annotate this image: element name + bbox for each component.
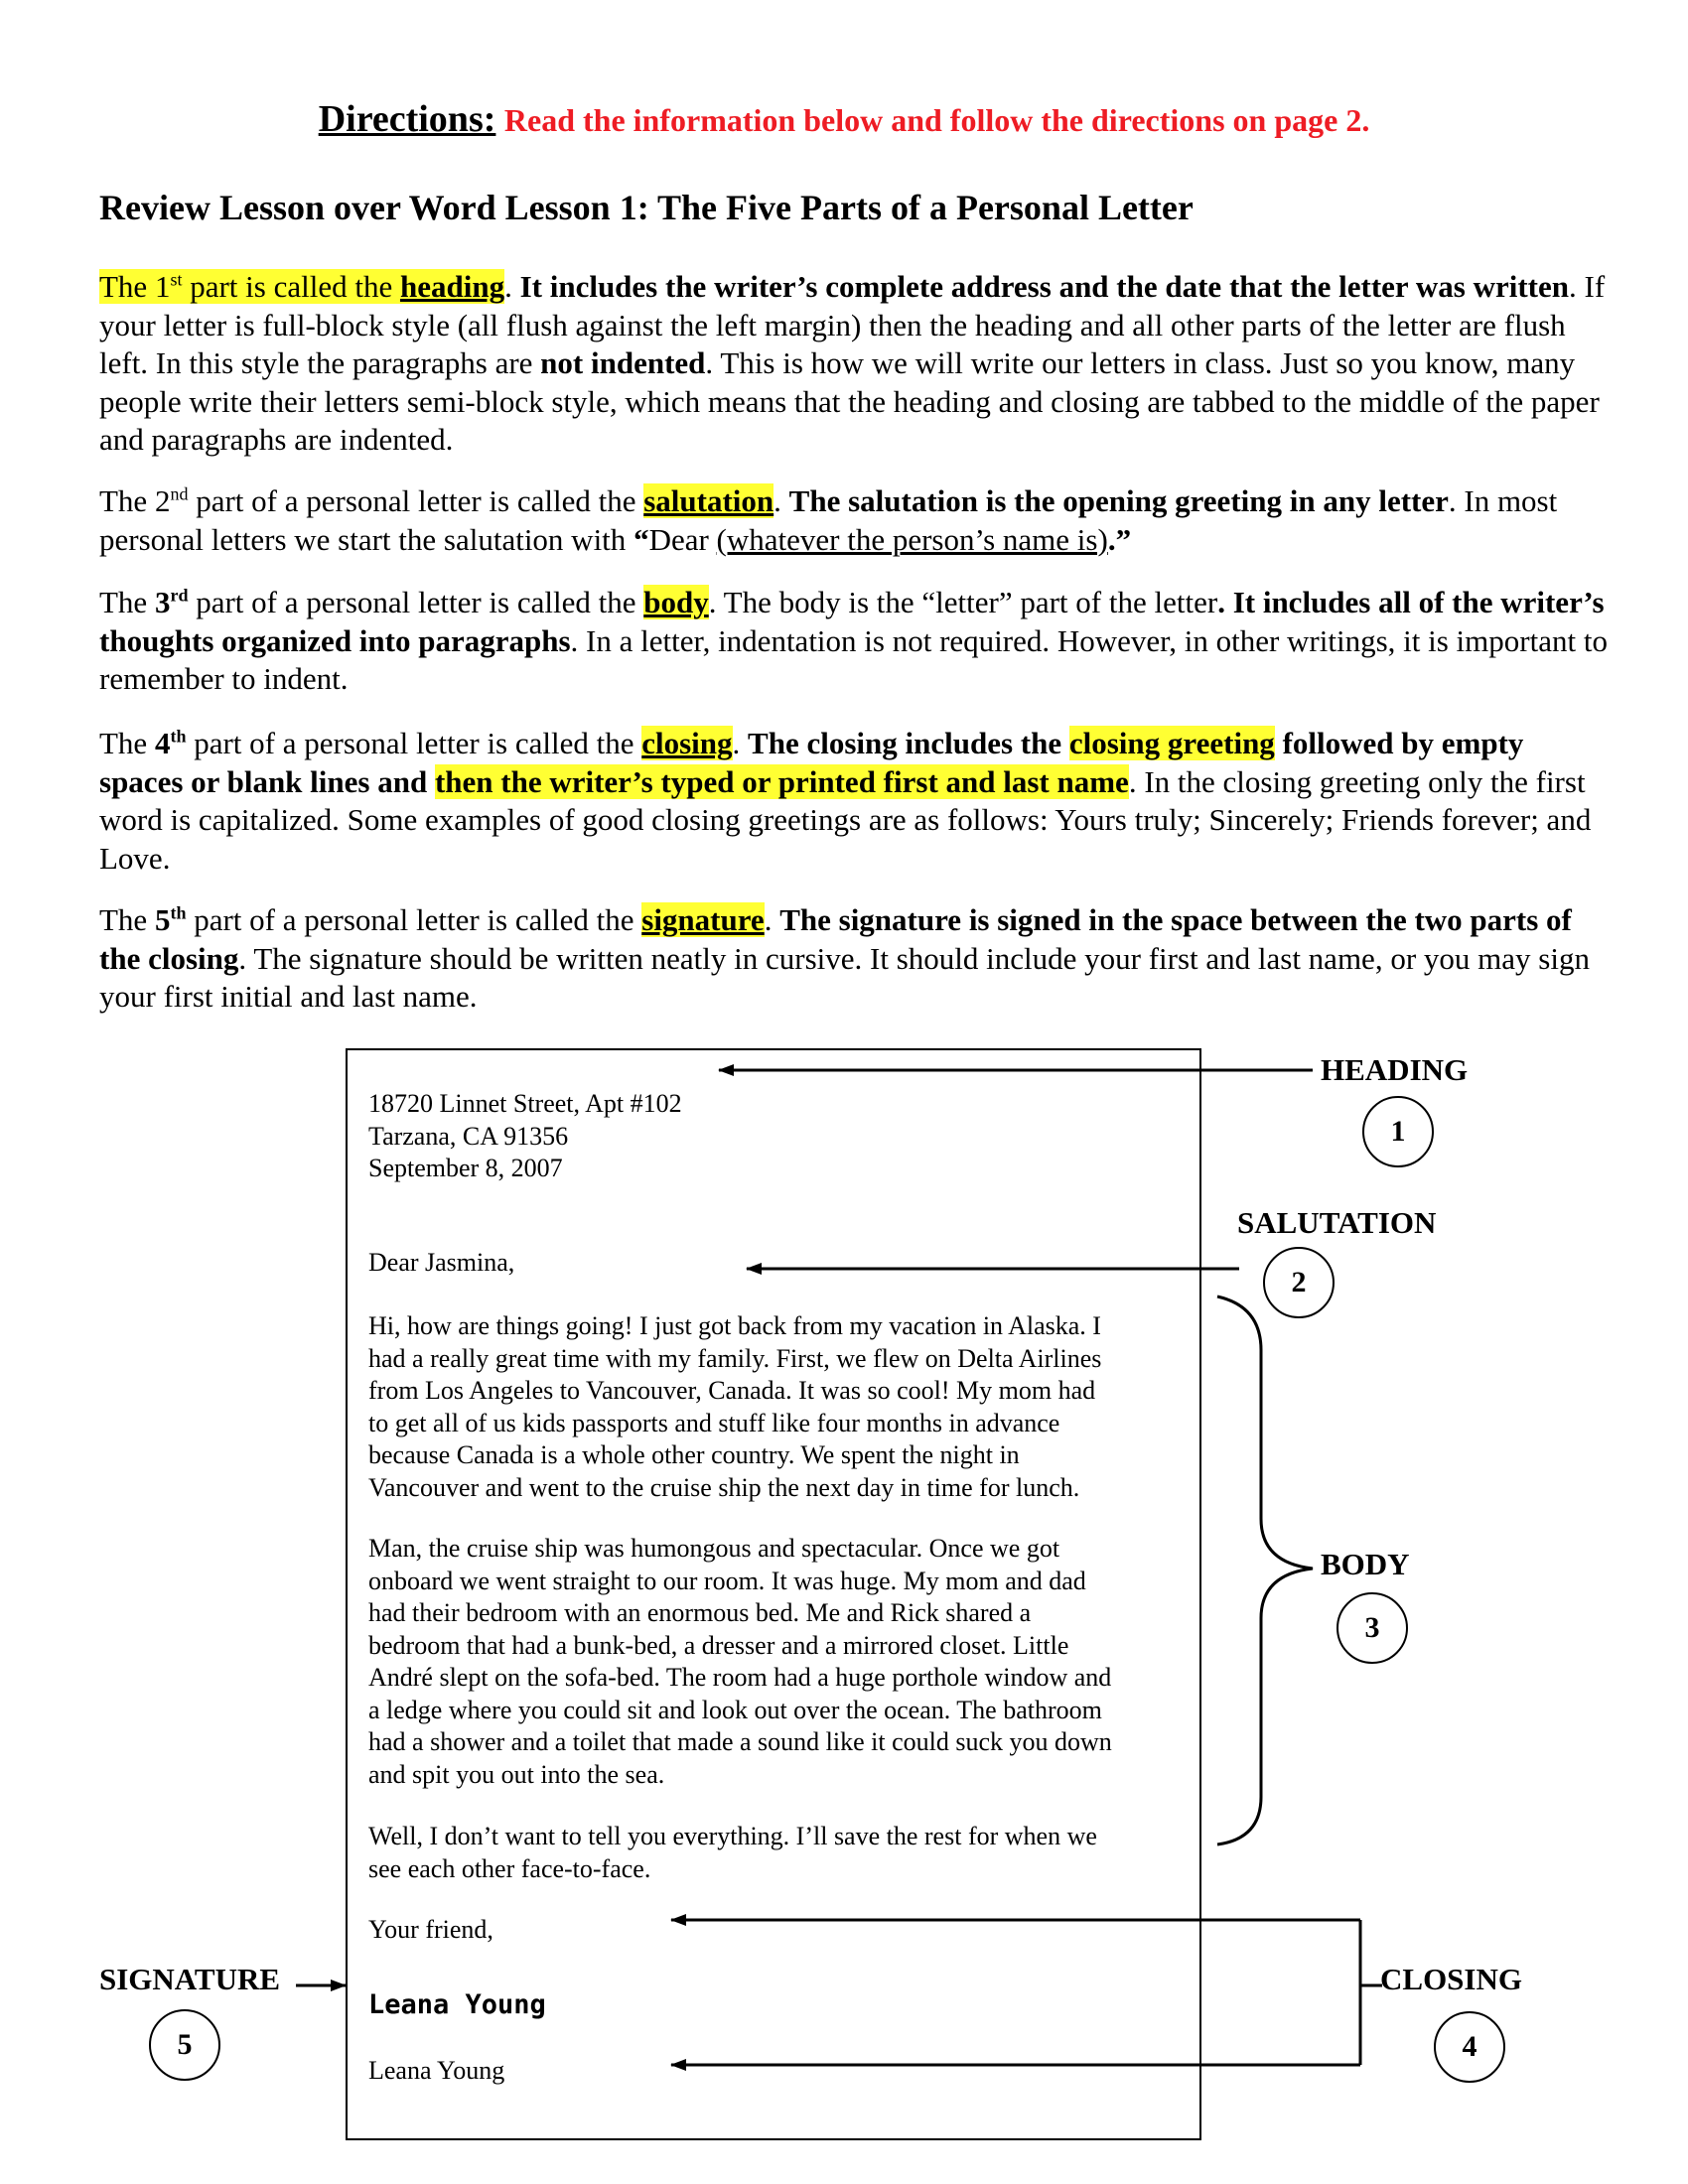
name-blank: (whatever the person’s name is): [716, 521, 1108, 557]
letter-signature: Leana Young: [368, 1989, 546, 2020]
letter-body-paragraph-2: Man, the cruise ship was humongous and spectacular. Once we got onboard we went straight to our room. It was huge. My mom and dad had their bedroom with an enormous bed. Me and Rick shared a bedroom that had a bunk-bed, a dresser and a mirrored closet. Little André slept on the sofa-bed. The room had a huge porthole window and a ledge where you could sit and look out over the ocean. The bathroom had a shower and a toilet that made a sound like it could suck you down and spit you out into the sea.: [368, 1534, 1112, 1789]
label-body: BODY: [1321, 1547, 1410, 1581]
paragraph-body: The 3rd part of a personal letter is called the body. The body is the “letter” part of the letter. It includes all of the writer’s thoughts organized into paragraphs. In a letter, indentation is not required. However, in other writings, it is important to remember to indent.: [99, 585, 1608, 696]
term-body: body: [643, 585, 709, 619]
letter-closing-greeting: Your friend,: [368, 1915, 493, 1944]
term-heading: heading: [399, 269, 505, 304]
label-closing: CLOSING: [1380, 1962, 1522, 1996]
paragraph-closing: The 4th part of a personal letter is called the closing. The closing includes the closing greeting followed by empty spaces or blank lines and then the writer’s typed or printed first and last name. In the closing greeting only the first word is capitalized. Some examples of good closing greetings are as follows: Yours truly; Sincerely; Friends forever; and Love.: [99, 726, 1592, 876]
number-circle-5: 5: [149, 2009, 220, 2081]
letter-heading: 18720 Linnet Street, Apt #102 Tarzana, CA 91356 September 8, 2007: [368, 1089, 682, 1182]
paragraph-heading: The 1st part is called the heading. It includes the writer’s complete address and the date that the letter was written. If your letter is full-block style (all flush against the left margin) then the heading and all other parts of the letter are flush left. In this style the paragraphs are not indented. This is how we will write our letters in class. Just so you know, many people write their letters semi-block style, which means that the heading and closing are tabbed to the middle of the paper and paragraphs are indented.: [99, 269, 1606, 457]
paragraph-signature: The 5th part of a personal letter is called the signature. The signature is signed in the space between the two parts of the closing. The signature should be written neatly in cursive. It should include your first and last name, or you may sign your first initial and last name.: [99, 902, 1590, 1014]
letter-printed-name: Leana Young: [368, 2056, 505, 2085]
letter-body-paragraph-3: Well, I don’t want to tell you everything. I’ll save the rest for when we see each other face-to-face.: [368, 1822, 1097, 1883]
term-salutation: salutation: [643, 483, 774, 518]
number-circle-4: 4: [1434, 2011, 1505, 2083]
number-circle-3: 3: [1336, 1592, 1408, 1664]
letter-greeting: Dear Jasmina,: [368, 1248, 515, 1277]
directions-text: Read the information below and follow the directions on page 2.: [503, 102, 1370, 138]
highlight-intro: The 1st part is called the heading: [99, 269, 505, 304]
label-salutation: SALUTATION: [1237, 1205, 1437, 1240]
body-brace: [1217, 1297, 1313, 1844]
number-circle-1: 1: [1362, 1096, 1434, 1167]
label-signature: SIGNATURE: [99, 1962, 281, 1996]
label-heading: HEADING: [1321, 1052, 1469, 1087]
directions-label: Directions:: [318, 98, 496, 140]
term-closing: closing: [641, 726, 733, 760]
letter-body-paragraph-1: Hi, how are things going! I just got back from my vacation in Alaska. I had a really great time with my family. First, we flew on Delta Airlines from Los Angeles to Vancouver, Canada. It was so cool! My mom had to get all of us kids passports and stuff like four months in advance because Canada is a whole other country. We spent the night in Vancouver and went to the cruise ship the next day in time for lunch.: [368, 1311, 1102, 1502]
term-signature: signature: [641, 902, 765, 937]
lesson-title: Review Lesson over Word Lesson 1: The Five Parts of a Personal Letter: [99, 188, 1194, 227]
paragraph-salutation: The 2nd part of a personal letter is called the salutation. The salutation is the opening greeting in any letter. In most personal letters we start the salutation with “Dear (whatever the person’s name is).”: [99, 483, 1558, 557]
number-circle-2: 2: [1263, 1247, 1335, 1318]
